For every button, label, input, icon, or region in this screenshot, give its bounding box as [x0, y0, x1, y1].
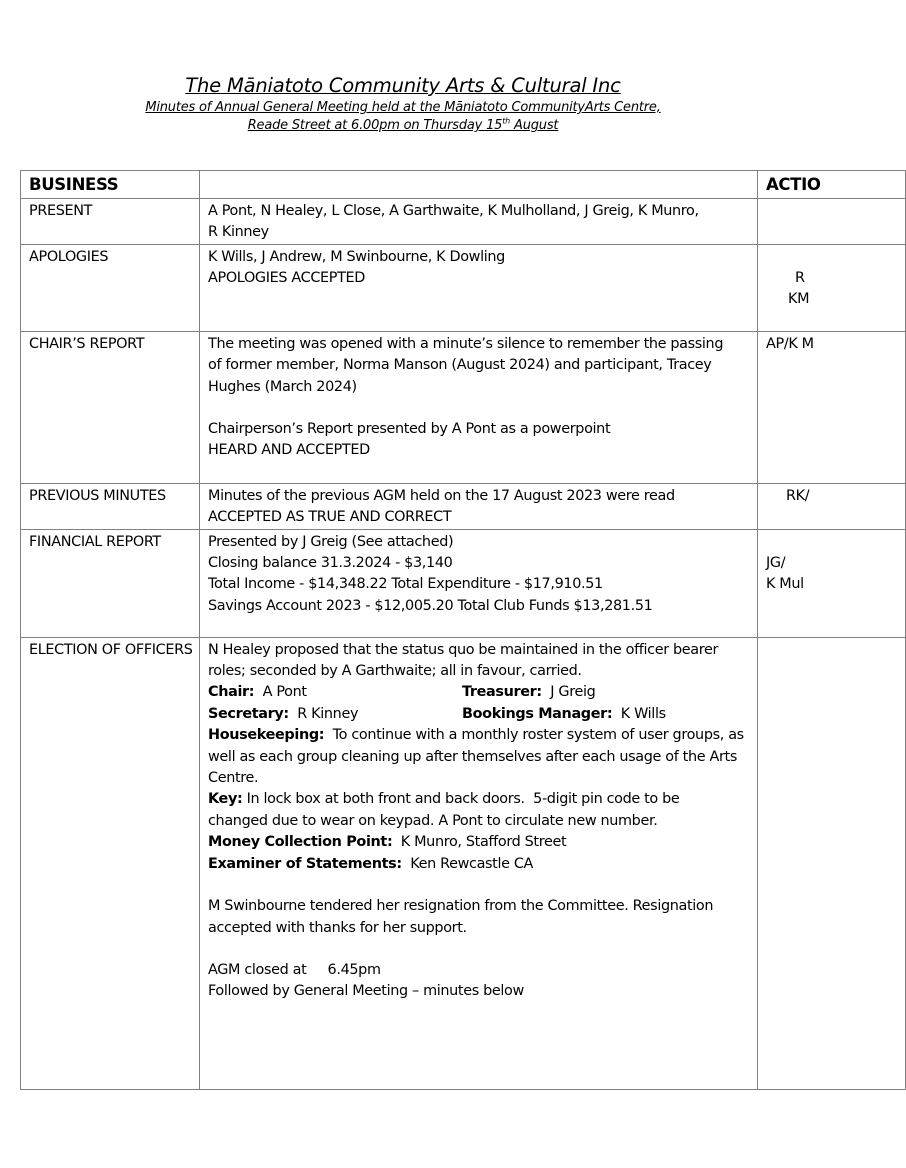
apologies-line1: K Wills, J Andrew, M Swinbourne, K Dowling	[208, 248, 505, 265]
row-action-previous-minutes	[758, 483, 906, 529]
row-label-previous-minutes: PREVIOUS MINUTES	[21, 483, 200, 529]
apologies-action1: R	[795, 269, 805, 286]
secretary-value: R Kinney	[288, 705, 359, 722]
financial-line2: Closing balance 31.3.2024 - $3,140	[208, 555, 453, 572]
bookings-value: K Wills	[612, 705, 666, 722]
row-label-apologies: APOLOGIES	[21, 244, 200, 331]
header-details	[200, 171, 758, 199]
election-line1: N Healey proposed that the status quo be maintained in the officer bearer	[208, 641, 719, 658]
bookings-entry	[462, 704, 666, 725]
housekeeping-line2: well as each group cleaning up after themselves after each usage of the Arts	[208, 748, 737, 765]
officers-row2	[208, 704, 749, 725]
agm-closed: AGM closed at 6.45pm	[208, 961, 381, 978]
present-line2: R Kinney	[208, 224, 269, 241]
housekeeping-line1	[208, 725, 749, 746]
election-gap2	[208, 939, 749, 960]
subtitle-ordinal: th	[502, 116, 511, 126]
financial-action-spacer	[766, 532, 897, 553]
officers-row1	[208, 682, 749, 703]
row-action-financial-report	[758, 529, 906, 637]
key-line1	[208, 789, 749, 810]
header-business: BUSINESS	[21, 171, 200, 199]
document-header	[0, 73, 806, 135]
bookings-label: Bookings Manager:	[462, 705, 613, 722]
row-details-chairs-report	[200, 331, 758, 483]
money-label: Money Collection Point:	[208, 834, 393, 851]
resign-line1: M Swinbourne tendered her resignation from the Committee. Resignation	[208, 898, 714, 915]
examiner-label: Examiner of Statements:	[208, 855, 402, 872]
row-action-apologies	[758, 244, 906, 331]
row-details-election	[200, 637, 758, 1089]
secretary-label: Secretary:	[208, 705, 289, 722]
apologies-line2: APOLOGIES ACCEPTED	[208, 270, 365, 287]
previous-line1: Minutes of the previous AGM held on the 17 August 2023 were read	[208, 487, 675, 504]
chair-entry	[208, 682, 462, 703]
key-label: Key:	[208, 791, 243, 808]
previous-line2: ACCEPTED AS TRUE AND CORRECT	[208, 509, 452, 526]
apologies-action-spacer	[778, 247, 897, 268]
money-line	[208, 832, 749, 853]
row-action-present	[758, 199, 906, 245]
resign-line2: accepted with thanks for her support.	[208, 919, 467, 936]
examiner-value: Ken Rewcastle CA	[401, 855, 534, 872]
secretary-entry	[208, 704, 462, 725]
row-details-financial-report	[200, 529, 758, 637]
row-details-present	[200, 199, 758, 245]
row-details-previous-minutes	[200, 483, 758, 529]
table-row-election	[21, 637, 906, 1089]
document-subtitle-line1: Minutes of Annual General Meeting held at the Māniatoto CommunityArts Centre,	[145, 100, 661, 115]
document-subtitle-line2	[0, 117, 806, 135]
financial-action1: JG/	[766, 554, 786, 571]
row-details-apologies	[200, 244, 758, 331]
treasurer-value: J Greig	[541, 684, 596, 701]
financial-line1: Presented by J Greig (See attached)	[208, 533, 454, 550]
row-label-present: PRESENT	[21, 199, 200, 245]
table-header-row	[21, 171, 906, 199]
table-row-previous-minutes	[21, 483, 906, 529]
row-label-election	[21, 637, 200, 1089]
row-label-financial-report: FINANCIAL REPORT	[21, 529, 200, 637]
treasurer-entry	[462, 682, 595, 703]
chair-value: A Pont	[254, 684, 307, 701]
chair-label: Chair:	[208, 684, 255, 701]
chairs-line3: Hughes (March 2024)	[208, 378, 357, 395]
row-label-chairs-report: CHAIR’S REPORT	[21, 331, 200, 483]
present-line1: A Pont, N Healey, L Close, A Garthwaite, K Mulholland, J Greig, K Munro,	[208, 203, 699, 219]
examiner-line	[208, 854, 749, 875]
election-gap1	[208, 875, 749, 896]
apologies-action2: KM	[788, 291, 810, 308]
subtitle-month: August	[510, 118, 559, 133]
money-value: K Munro, Stafford Street	[392, 834, 567, 851]
financial-line3: Total Income - $14,348.22 Total Expenditure - $17,910.51	[208, 576, 603, 593]
table-row-present	[21, 199, 906, 245]
key-line2: changed due to wear on keypad. A Pont to circulate new number.	[208, 812, 658, 829]
table-row-apologies	[21, 244, 906, 331]
chairs-line4: Chairperson’s Report presented by A Pont as a powerpoint	[208, 421, 611, 438]
chairs-line5: HEARD AND ACCEPTED	[208, 442, 370, 459]
key-text1: In lock box at both front and back doors. 5-digit pin code to be	[242, 791, 680, 808]
agm-followed: Followed by General Meeting – minutes below	[208, 983, 524, 1000]
chairs-line2: of former member, Norma Manson (August 2024) and participant, Tracey	[208, 357, 712, 374]
financial-line4: Savings Account 2023 - $12,005.20 Total Club Funds $13,281.51	[208, 597, 653, 614]
treasurer-label: Treasurer:	[462, 684, 542, 701]
document-title: The Māniatoto Community Arts & Cultural Inc	[185, 74, 621, 97]
subtitle-date-text: Reade Street at 6.00pm on Thursday 15	[247, 118, 503, 133]
row-action-election	[758, 637, 906, 1089]
financial-action2: K Mul	[766, 576, 804, 593]
header-action: ACTIO	[758, 171, 906, 199]
minutes-table	[20, 170, 906, 1090]
housekeeping-label: Housekeeping:	[208, 727, 325, 744]
previous-action: RK/	[786, 487, 810, 504]
table-row-financial-report	[21, 529, 906, 637]
housekeeping-line3: Centre.	[208, 770, 259, 787]
chairs-gap	[208, 398, 749, 419]
election-label: ELECTION OF OFFICERS	[29, 641, 193, 658]
housekeeping-text1: To continue with a monthly roster system of user groups, as	[324, 727, 744, 744]
chairs-action: AP/K M	[766, 335, 814, 352]
row-action-chairs-report	[758, 331, 906, 483]
chairs-line1: The meeting was opened with a minute’s silence to remember the passing	[208, 335, 724, 352]
election-line2: roles; seconded by A Garthwaite; all in favour, carried.	[208, 663, 582, 680]
table-row-chairs-report	[21, 331, 906, 483]
